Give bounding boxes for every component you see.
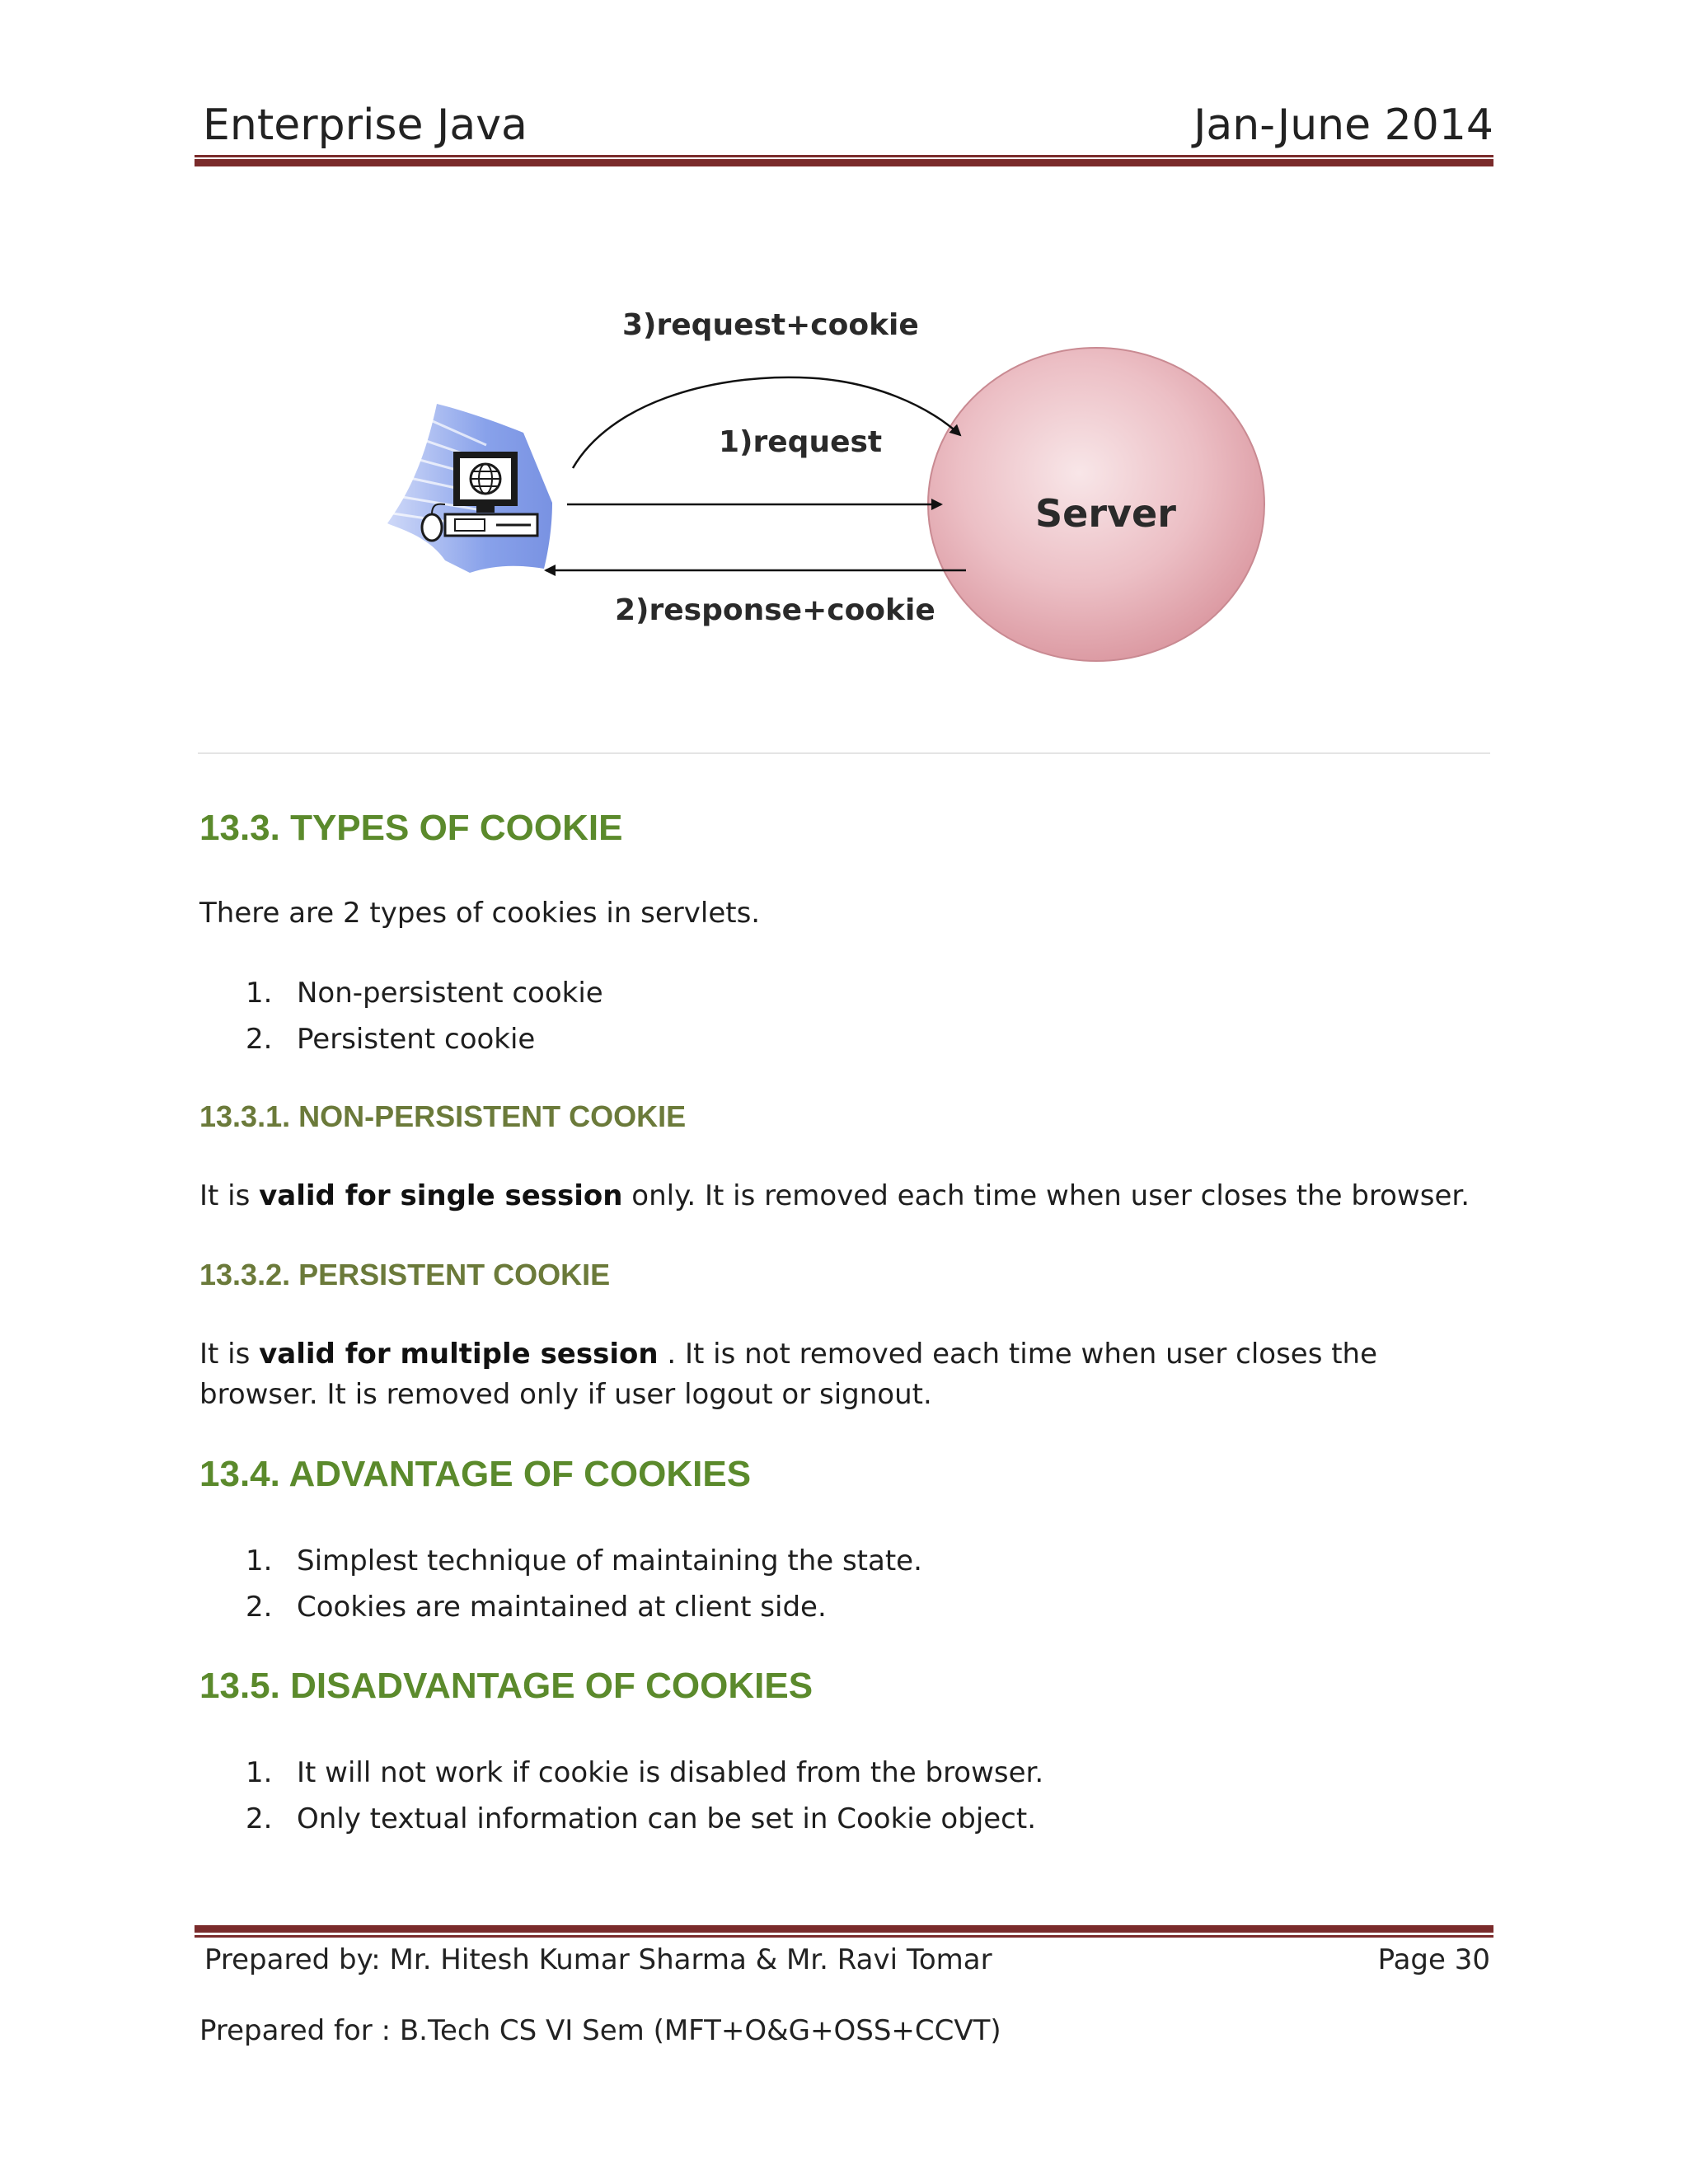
footer-rule-thick [195, 1925, 1493, 1933]
list-number: 1. [246, 977, 273, 1010]
list-text: Only textual information can be set in Cookie object. [297, 1802, 1037, 1835]
label-request: 1)request [719, 425, 883, 459]
header-rule-thin [195, 155, 1493, 157]
footer-prepared-for: Prepared for : B.Tech CS VI Sem (MFT+O&G+OSS+CCVT) [199, 2014, 1001, 2047]
header-rule-thick [195, 159, 1493, 166]
text-span: . It is not removed each time when user closes the browser. It is removed only if user logout or signout. [199, 1338, 1378, 1411]
section-divider [198, 752, 1490, 754]
heading-types-of-cookie: 13.3. TYPES OF COOKIE [199, 808, 623, 848]
list-number: 2. [246, 1591, 273, 1624]
persistent-paragraph [199, 1334, 1493, 1415]
label-request-cookie: 3)request+cookie [622, 308, 919, 342]
footer-page-number: Page 30 [1377, 1943, 1490, 1976]
bold-span: valid for single session [259, 1179, 623, 1212]
types-intro: There are 2 types of cookies in servlets. [199, 897, 761, 930]
list-number: 1. [246, 1544, 273, 1577]
text-span: only. It is removed each time when user closes the browser. [622, 1179, 1470, 1212]
list-text: Cookies are maintained at client side. [297, 1591, 827, 1624]
non-persistent-paragraph [199, 1176, 1493, 1216]
list-text: Persistent cookie [297, 1023, 536, 1056]
list-text: Non-persistent cookie [297, 977, 603, 1010]
heading-persistent: 13.3.2. PERSISTENT COOKIE [199, 1258, 611, 1291]
text-span: It is [199, 1179, 260, 1212]
list-number: 2. [246, 1023, 273, 1056]
cookie-flow-diagram [363, 288, 1302, 676]
heading-non-persistent: 13.3.1. NON-PERSISTENT COOKIE [199, 1099, 687, 1133]
footer-rule-thin [195, 1935, 1493, 1938]
list-number: 2. [246, 1802, 273, 1835]
list-text: Simplest technique of maintaining the state. [297, 1544, 922, 1577]
list-number: 1. [246, 1756, 273, 1789]
header-date: Jan-June 2014 [1193, 101, 1493, 150]
heading-disadvantage: 13.5. DISADVANTAGE OF COOKIES [199, 1666, 814, 1706]
label-server: Server [1035, 491, 1176, 536]
footer-prepared-by: Prepared by: Mr. Hitesh Kumar Sharma & Mr. Ravi Tomar [204, 1943, 992, 1976]
label-response-cookie: 2)response+cookie [615, 593, 935, 627]
heading-advantage: 13.4. ADVANTAGE OF COOKIES [199, 1454, 752, 1494]
header-title: Enterprise Java [203, 101, 528, 150]
client-computer-icon [387, 404, 552, 573]
text-span: It is [199, 1338, 260, 1371]
bold-span: valid for multiple session [259, 1338, 659, 1371]
list-text: It will not work if cookie is disabled from the browser. [297, 1756, 1044, 1789]
